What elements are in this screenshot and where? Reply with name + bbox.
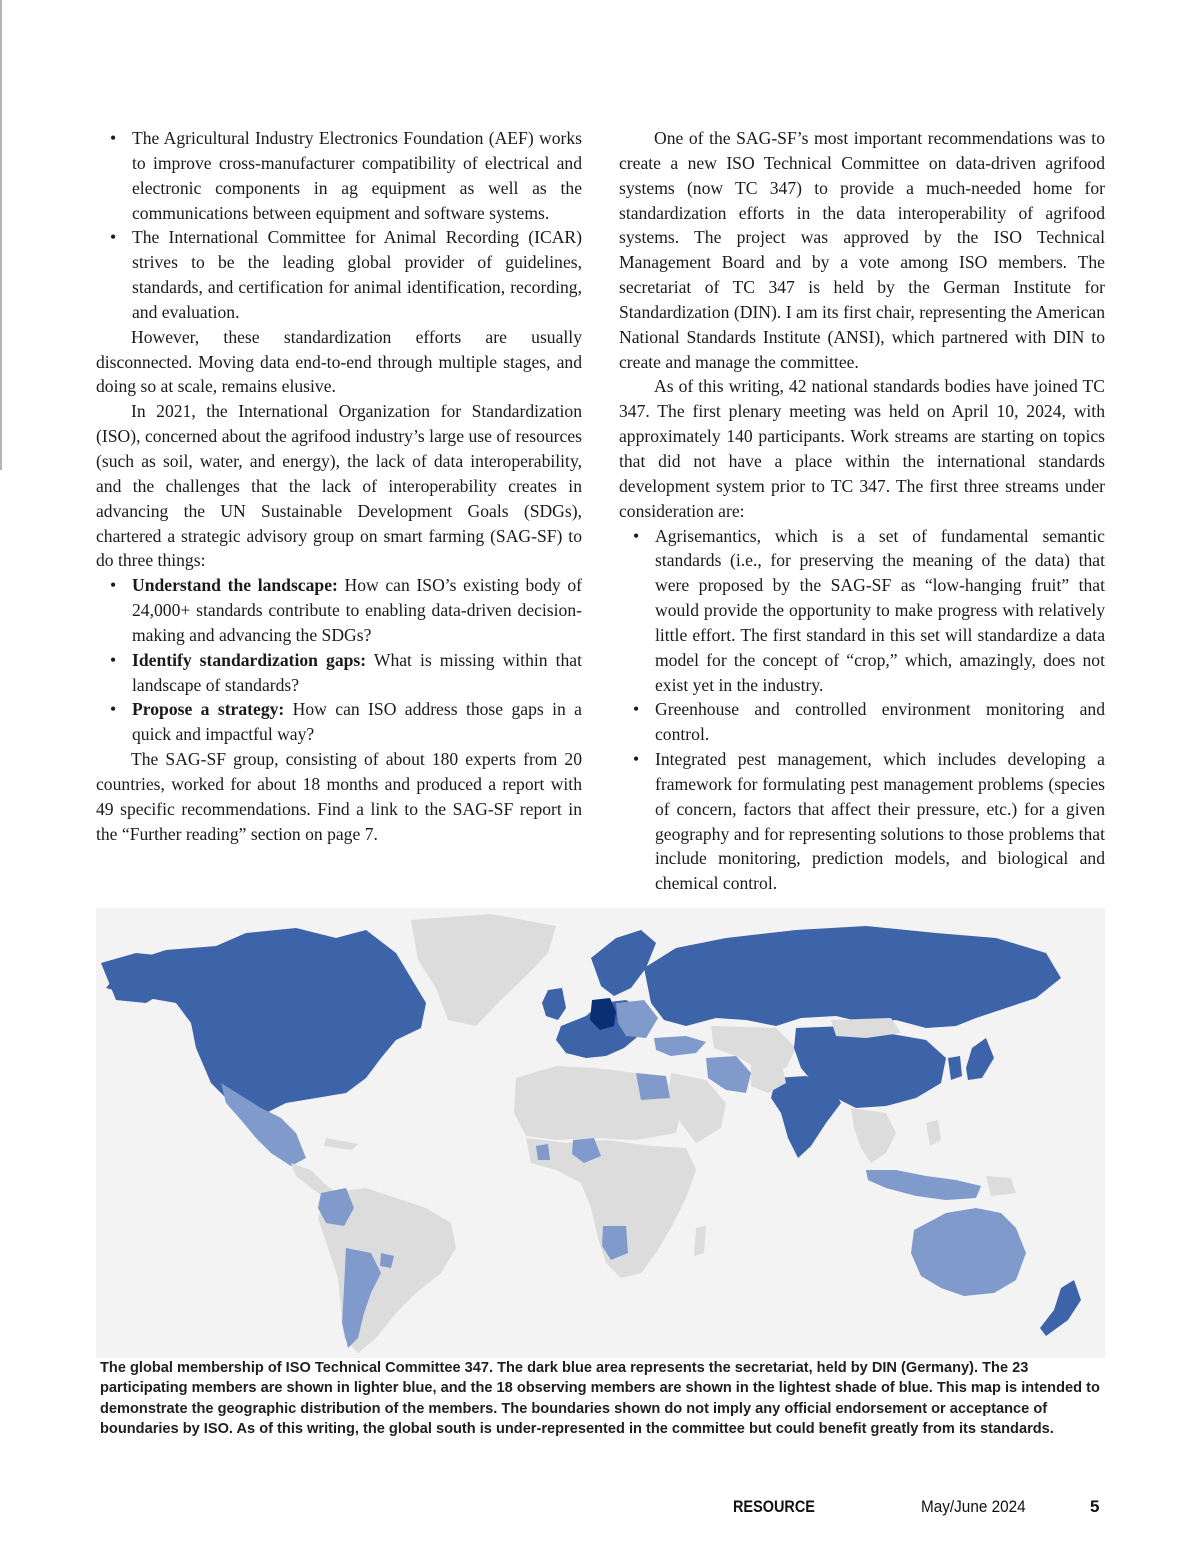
tasks-bullet-list [96, 573, 582, 747]
bullet-icon: • [633, 699, 640, 720]
paragraph: In 2021, the International Organization for Standardization (ISO), concerned about the agrifood industry’s large use of resources (such as soil, water, and energy), the lack of data interoperability, and the challenges that the lack of interoperability creates in advancing the UN Sustainable Development Goals (SDGs), chartered a strategic advisory group on smart farming (SAG-SF) to do three things: [96, 401, 582, 571]
list-item: • Agrisemantics, which is a set of fundamental semantic standards (i.e., for preserving the meaning of the data) that were proposed by the SAG-SF as “low-hanging fruit” that would provide the opportunity to make progress with relatively little effort. The first standard in this set will standardize a data model for the concept of “crop,” which, amazingly, does not exist yet in the industry. [633, 525, 1105, 695]
page-edge-line [0, 0, 2, 470]
list-item: • The Agricultural Industry Electronics Foundation (AEF) works to improve cross-manufacturer compatibility of electrical and electronic components in ag equipment as well as the communications between equipment and software systems. [110, 128, 582, 223]
list-item-heading: Identify standardization gaps: [132, 649, 367, 670]
list-item: • Propose a strategy: How can ISO address those gaps in a quick and impactful way? [110, 699, 582, 745]
list-item-heading: Propose a strategy: [132, 699, 285, 720]
right-column [619, 126, 1105, 896]
list-item: • Identify standardization gaps: What is missing within that landscape of standards? [110, 649, 582, 695]
world-map-svg [96, 908, 1105, 1358]
egypt [636, 1073, 670, 1100]
iceland [498, 956, 524, 970]
magazine-name: RESOURCE [733, 1497, 815, 1516]
bullet-icon: • [110, 699, 117, 720]
issue-date: May/June 2024 [921, 1497, 1026, 1516]
streams-bullet-list [619, 524, 1105, 897]
paragraph: As of this writing, 42 national standards bodies have joined TC 347. The first plenary meeting was held on April 10, 2024, with approximately 140 participants. Work streams are starting on topics that did not have a place within the international standards development system prior to TC 347. The first three streams under consideration are: [619, 376, 1105, 521]
list-item: • The International Committee for Animal Recording (ICAR) strives to be the leading global provider of guidelines, standards, and certification for animal identification, recording, and evaluation. [110, 227, 582, 322]
bullet-icon: • [110, 649, 117, 670]
bullet-icon: • [110, 128, 117, 148]
paragraph: However, these standardization efforts are usually disconnected. Moving data end-to-end through multiple stages, and doing so at scale, remains elusive. [96, 326, 582, 397]
page-number: 5 [1090, 1497, 1100, 1516]
bullet-icon: • [110, 575, 117, 596]
bullet-icon: • [633, 525, 640, 546]
bullet-icon: • [633, 749, 640, 770]
left-column [96, 126, 582, 846]
list-item: • Integrated pest management, which includes developing a framework for formulating pest management problems (species of concern, factors that affect their pressure, etc.) for a given geography and for representing solutions to those problems that include monitoring, prediction models, and biological and chemical control. [633, 749, 1105, 894]
list-item: • Greenhouse and controlled environment monitoring and control. [633, 699, 1105, 745]
bullet-icon: • [110, 227, 117, 248]
list-item: • Understand the landscape: How can ISO’s existing body of 24,000+ standards contribute to enabling data-driven decision-making and advancing the SDGs? [110, 575, 583, 645]
intro-bullet-list [96, 126, 582, 325]
paragraph: One of the SAG-SF’s most important recommendations was to create a new ISO Technical Committee on data-driven agrifood systems (now TC 347) to provide a much-needed home for standardization efforts in the data interoperability of agrifood systems. The project was approved by the ISO Technical Management Board and by a vote among ISO members. The secretariat of TC 347 is held by the German Institute for Standardization (DIN). I am its first chair, representing the American National Standards Institute (ANSI), which partnered with DIN to create and manage the committee. [619, 128, 1105, 372]
world-membership-map [96, 908, 1105, 1358]
ghana [536, 1144, 550, 1160]
list-item-heading: Understand the landscape: [132, 575, 338, 596]
map-caption: The global membership of ISO Technical Committee 347. The dark blue area represents the secretariat, held by DIN (Germany). The 23 participating members are shown in lighter blue, and the 18 observing members are shown in the lightest shade of blue. This map is intended to demonstrate the geographic distribution of the members. The boundaries shown do not imply any official endorsement or acceptance of boundaries by ISO. As of this writing, the global south is under-represented in the committee but could benefit greatly from its standards. [100, 1360, 1100, 1438]
paragraph: The SAG-SF group, consisting of about 180 experts from 20 countries, worked for about 18 months and produced a report with 49 specific recommendations. Find a link to the SAG-SF report in the “Further reading” section on page 7. [96, 749, 582, 844]
